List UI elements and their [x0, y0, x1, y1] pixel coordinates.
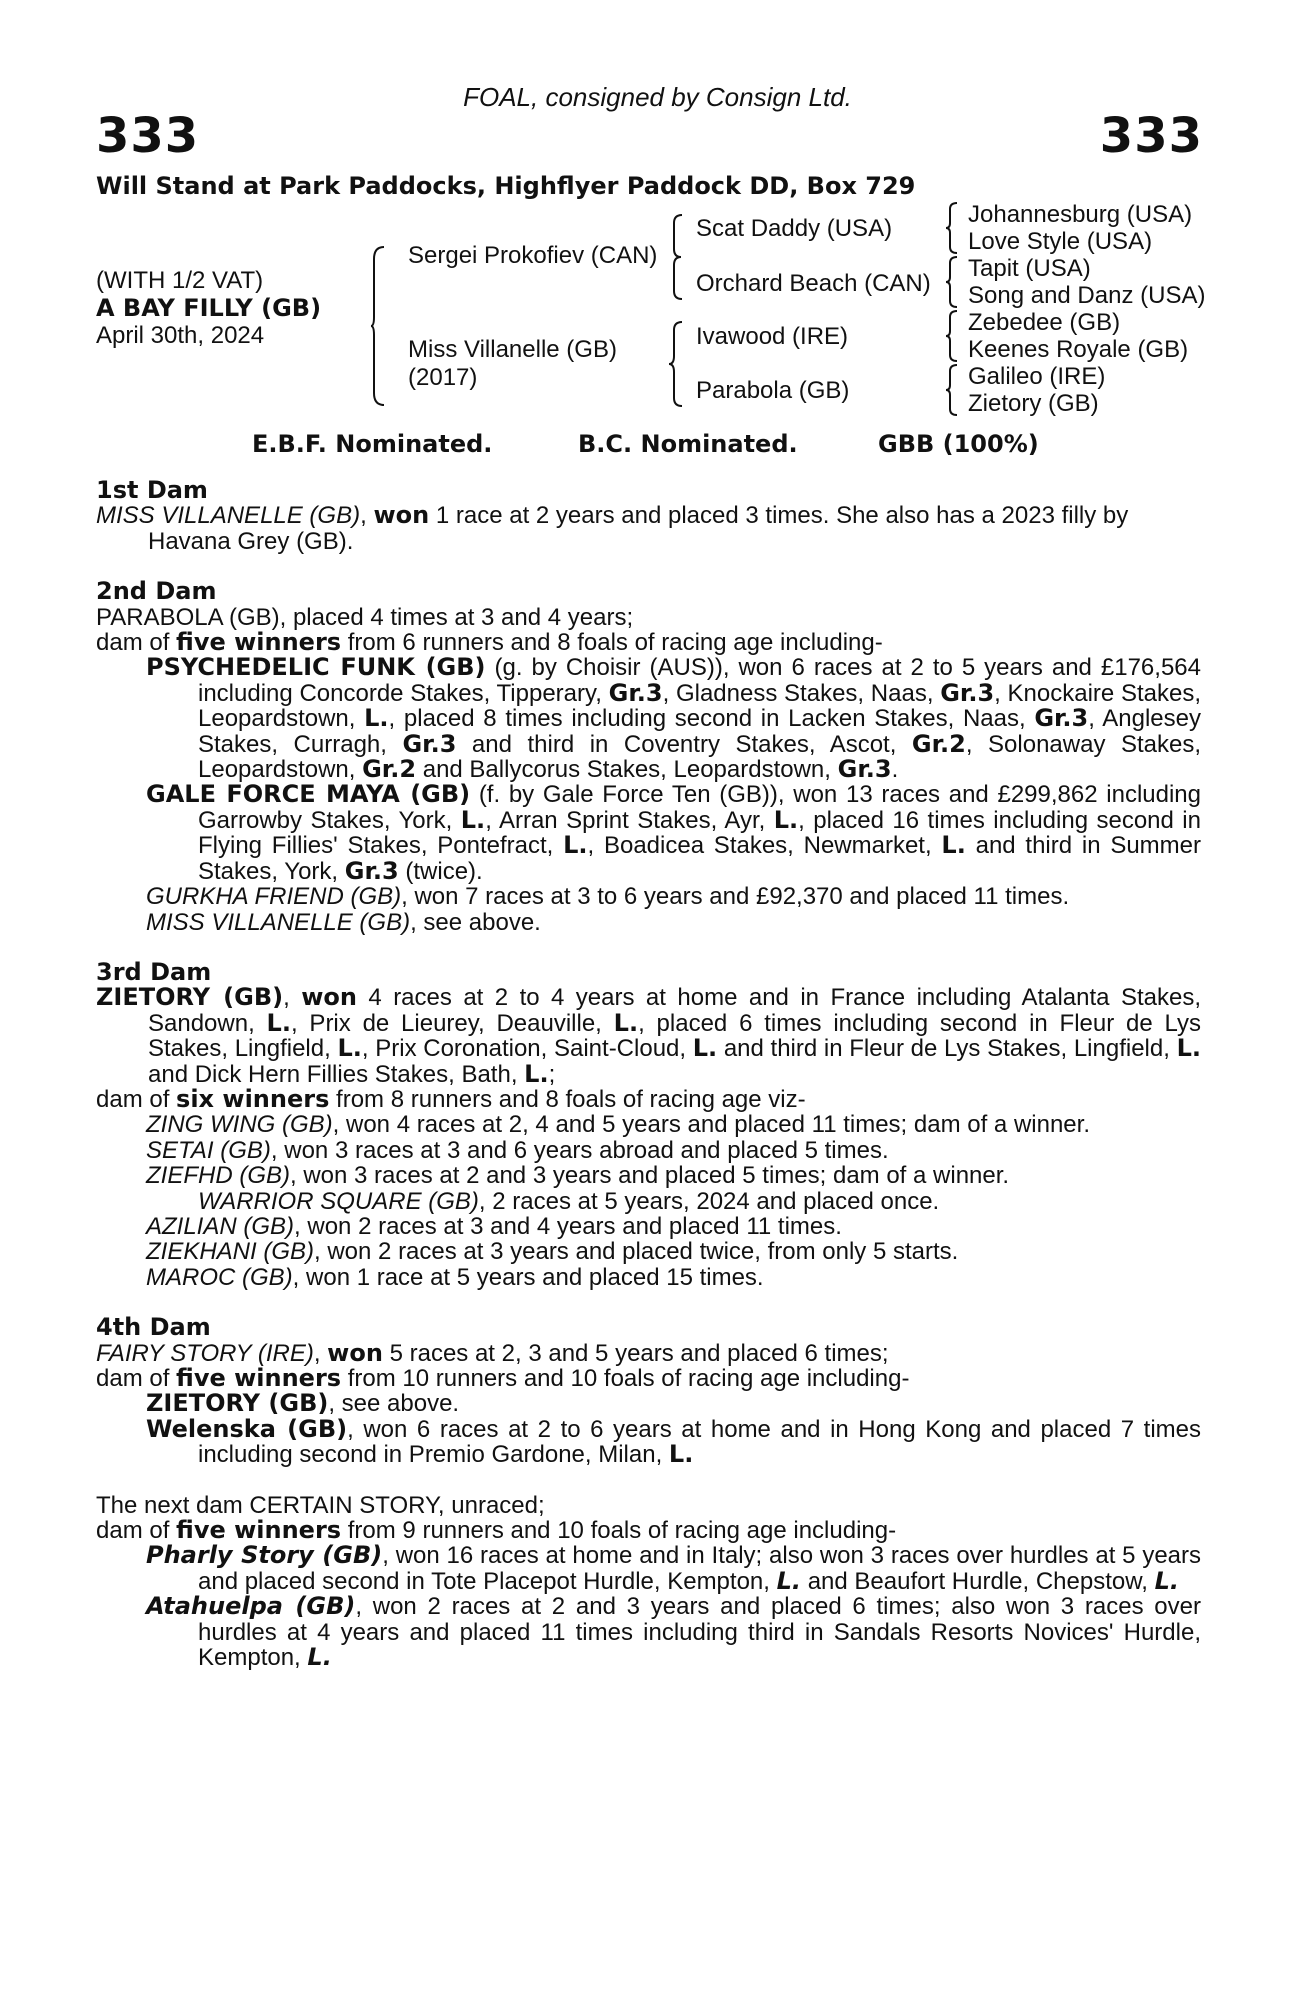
pedigree-g7: Galileo (IRE) [968, 363, 1106, 390]
dam-dam: Parabola (GB) [696, 377, 850, 404]
second-dam-section [96, 579, 1201, 935]
pedigree-brace-dam [668, 320, 684, 408]
first-dam-section [96, 478, 1201, 554]
fourth-dam-entry: FAIRY STORY (IRE), won 5 races at 2, 3 and 5 years and placed 6 times; [96, 1338, 889, 1367]
ebf-nomination: E.B.F. Nominated. [252, 430, 493, 458]
progeny-atahuelpa: Atahuelpa (GB), won 2 races at 2 and 3 years and placed 6 times; also won 3 races over hurdles at 4 years and placed 11 times including third in Sandals Resorts Novices' Hurdle, Kempton, L. [146, 1592, 1201, 1672]
progeny-name: GURKHA FRIEND (GB) [146, 883, 402, 911]
next-dam-produce: dam of five winners from 9 runners and 10 foals of racing age including- [96, 1516, 897, 1545]
progeny-pharly-story: Pharly Story (GB), won 16 races at home and in Italy; also won 3 races over hurdles at 5 years and placed second in Tote Placepot Hurdle, Kempton, L. and Beaufort Hurdle, Chepstow, L. [146, 1541, 1202, 1595]
next-dam-section [96, 1493, 1201, 1671]
dam: Miss Villanelle (GB) [408, 336, 617, 363]
progeny-miss-villanelle: MISS VILLANELLE (GB), see above. [146, 908, 541, 936]
sire: Sergei Prokofiev (CAN) [408, 242, 658, 269]
second-dam-entry: PARABOLA (GB), placed 4 times at 3 and 4 years; [96, 603, 634, 631]
pedigree-g4: Song and Danz (USA) [968, 282, 1206, 309]
won-label: won [373, 501, 430, 530]
dam-sire: Ivawood (IRE) [696, 323, 849, 350]
progeny-gale-force-maya: GALE FORCE MAYA (GB) (f. by Gale Force Ten (GB)), won 13 races and £299,862 including Garrowby Stakes, York, L., Arran Sprint Stakes, Ayr, L., placed 16 times including second in Flying Fillies' Stakes, Pontefract, L., Boadicea Stakes, Newmarket, L. and third in Summer Stakes, York, Gr.3 (twice). [146, 780, 1202, 885]
third-dam-name: ZIETORY (GB) [96, 983, 284, 1012]
pedigree-g2: Love Style (USA) [968, 228, 1153, 255]
sire-dam: Orchard Beach (CAN) [696, 270, 931, 297]
pedigree-g3: Tapit (USA) [968, 255, 1091, 282]
consignor-line: FOAL, consigned by Consign Ltd. [463, 82, 852, 112]
lot-number-right: 333 [1099, 108, 1203, 164]
progeny-maroc: MAROC (GB), won 1 race at 5 years and placed 15 times. [146, 1263, 764, 1291]
lot-description: A BAY FILLY (GB) [96, 294, 322, 322]
progeny-azilian: AZILIAN (GB), won 2 races at 3 and 4 years and placed 11 times. [146, 1212, 842, 1240]
first-dam-entry: MISS VILLANELLE (GB), won 1 race at 2 years and placed 3 times. She also has a 2023 filly by Havana Grey (GB). [96, 501, 1129, 555]
foaling-date: April 30th, 2024 [96, 322, 265, 349]
third-dam-heading: 3rd Dam [96, 957, 212, 986]
third-dam-entry: ZIETORY (GB), won 4 races at 2 to 4 years at home and in France including Atalanta Stakes, Sandown, L., Prix de Lieurey, Deauville, L., placed 6 times including second in Fleur de Lys Stakes, Lingfield, L., Prix Coronation, Saint-Cloud, L. and third in Fleur de Lys Stakes, Lingfield, L. and Dick Hern Fillies Stakes, Bath, L.; [96, 983, 1201, 1088]
pedigree-brace-g3 [945, 309, 959, 363]
bc-nomination: B.C. Nominated. [578, 430, 798, 458]
pedigree-g8: Zietory (GB) [968, 390, 1099, 417]
lot-number-left: 333 [96, 108, 200, 164]
first-dam-name: MISS VILLANELLE (GB) [96, 502, 361, 530]
pedigree-g5: Zebedee (GB) [968, 309, 1121, 336]
progeny-zietory: ZIETORY (GB), see above. [146, 1389, 460, 1418]
fourth-dam-heading: 4th Dam [96, 1313, 211, 1342]
catalogue-body [96, 478, 1201, 1670]
first-dam-heading: 1st Dam [96, 476, 208, 504]
progeny-zing-wing: ZING WING (GB), won 4 races at 2, 4 and 5 years and placed 11 times; dam of a winner. [146, 1111, 1090, 1139]
gbb-percentage: GBB (100%) [878, 430, 1039, 458]
progeny-gurkha-friend: GURKHA FRIEND (GB), won 7 races at 3 to 6 years and £92,370 and placed 11 times. [146, 883, 1070, 911]
sire-sire: Scat Daddy (USA) [696, 215, 893, 242]
progeny-name: PSYCHEDELIC FUNK (GB) [146, 653, 486, 682]
progeny-psychedelic-funk: PSYCHEDELIC FUNK (GB) (g. by Choisir (AUS)), won 6 races at 2 to 5 years and £176,564 including Concorde Stakes, Tipperary, Gr.3, Gladness Stakes, Naas, Gr.3, Knockaire Stakes, Leopardstown, L., placed 8 times including second in Lacken Stakes, Naas, Gr.3, Anglesey Stakes, Curragh, Gr.3 and third in Coventry Stakes, Ascot, Gr.2, Solonaway Stakes, Leopardstown, Gr.2 and Ballycorus Stakes, Leopardstown, Gr.3. [146, 653, 1202, 784]
first-dam-record: 1 race at 2 years and placed 3 times. She also has a 2023 filly by Havana Grey (GB). [148, 502, 1129, 555]
stand-location: Will Stand at Park Paddocks, Highflyer Paddock DD, Box 729 [96, 172, 916, 200]
progeny-ziefhd: ZIEFHD (GB), won 3 races at 2 and 3 years and placed 5 times; dam of a winner. [146, 1162, 1010, 1190]
progeny-name: MISS VILLANELLE (GB) [146, 908, 411, 936]
pedigree-brace-g1 [945, 201, 959, 255]
progeny-ziekhani: ZIEKHANI (GB), won 2 races at 3 years and placed twice, from only 5 starts. [146, 1238, 959, 1266]
pedigree-g1: Johannesburg (USA) [968, 201, 1193, 228]
fourth-dam-section [96, 1315, 1201, 1467]
vat-note: (WITH 1/2 VAT) [96, 267, 264, 294]
pedigree-brace-main [370, 245, 386, 407]
progeny-setai: SETAI (GB), won 3 races at 3 and 6 years abroad and placed 5 times. [146, 1136, 889, 1164]
pedigree-brace-g2 [945, 255, 959, 309]
pedigree-brace-g4 [945, 363, 959, 417]
progeny-welenska: Welenska (GB), won 6 races at 2 to 6 years at home and in Hong Kong and placed 7 times including second in Premio Gardone, Milan, L. [146, 1414, 1201, 1469]
pedigree-g6: Keenes Royale (GB) [968, 336, 1189, 363]
progeny-name: GALE FORCE MAYA (GB) [146, 780, 471, 809]
fourth-dam-produce: dam of five winners from 10 runners and 10 foals of racing age including- [96, 1364, 910, 1392]
second-dam-produce: dam of five winners from 6 runners and 8 foals of racing age including- [96, 628, 883, 657]
third-dam-section [96, 957, 1201, 1291]
third-dam-produce: dam of six winners from 8 runners and 8 foals of racing age viz- [96, 1084, 806, 1113]
next-dam-entry: The next dam CERTAIN STORY, unraced; [96, 1491, 545, 1519]
dam-year: (2017) [408, 364, 478, 391]
second-dam-heading: 2nd Dam [96, 577, 217, 606]
progeny-warrior-square: WARRIOR SQUARE (GB), 2 races at 5 years, 2024 and placed once. [198, 1187, 940, 1215]
pedigree-brace-sire [668, 213, 684, 301]
